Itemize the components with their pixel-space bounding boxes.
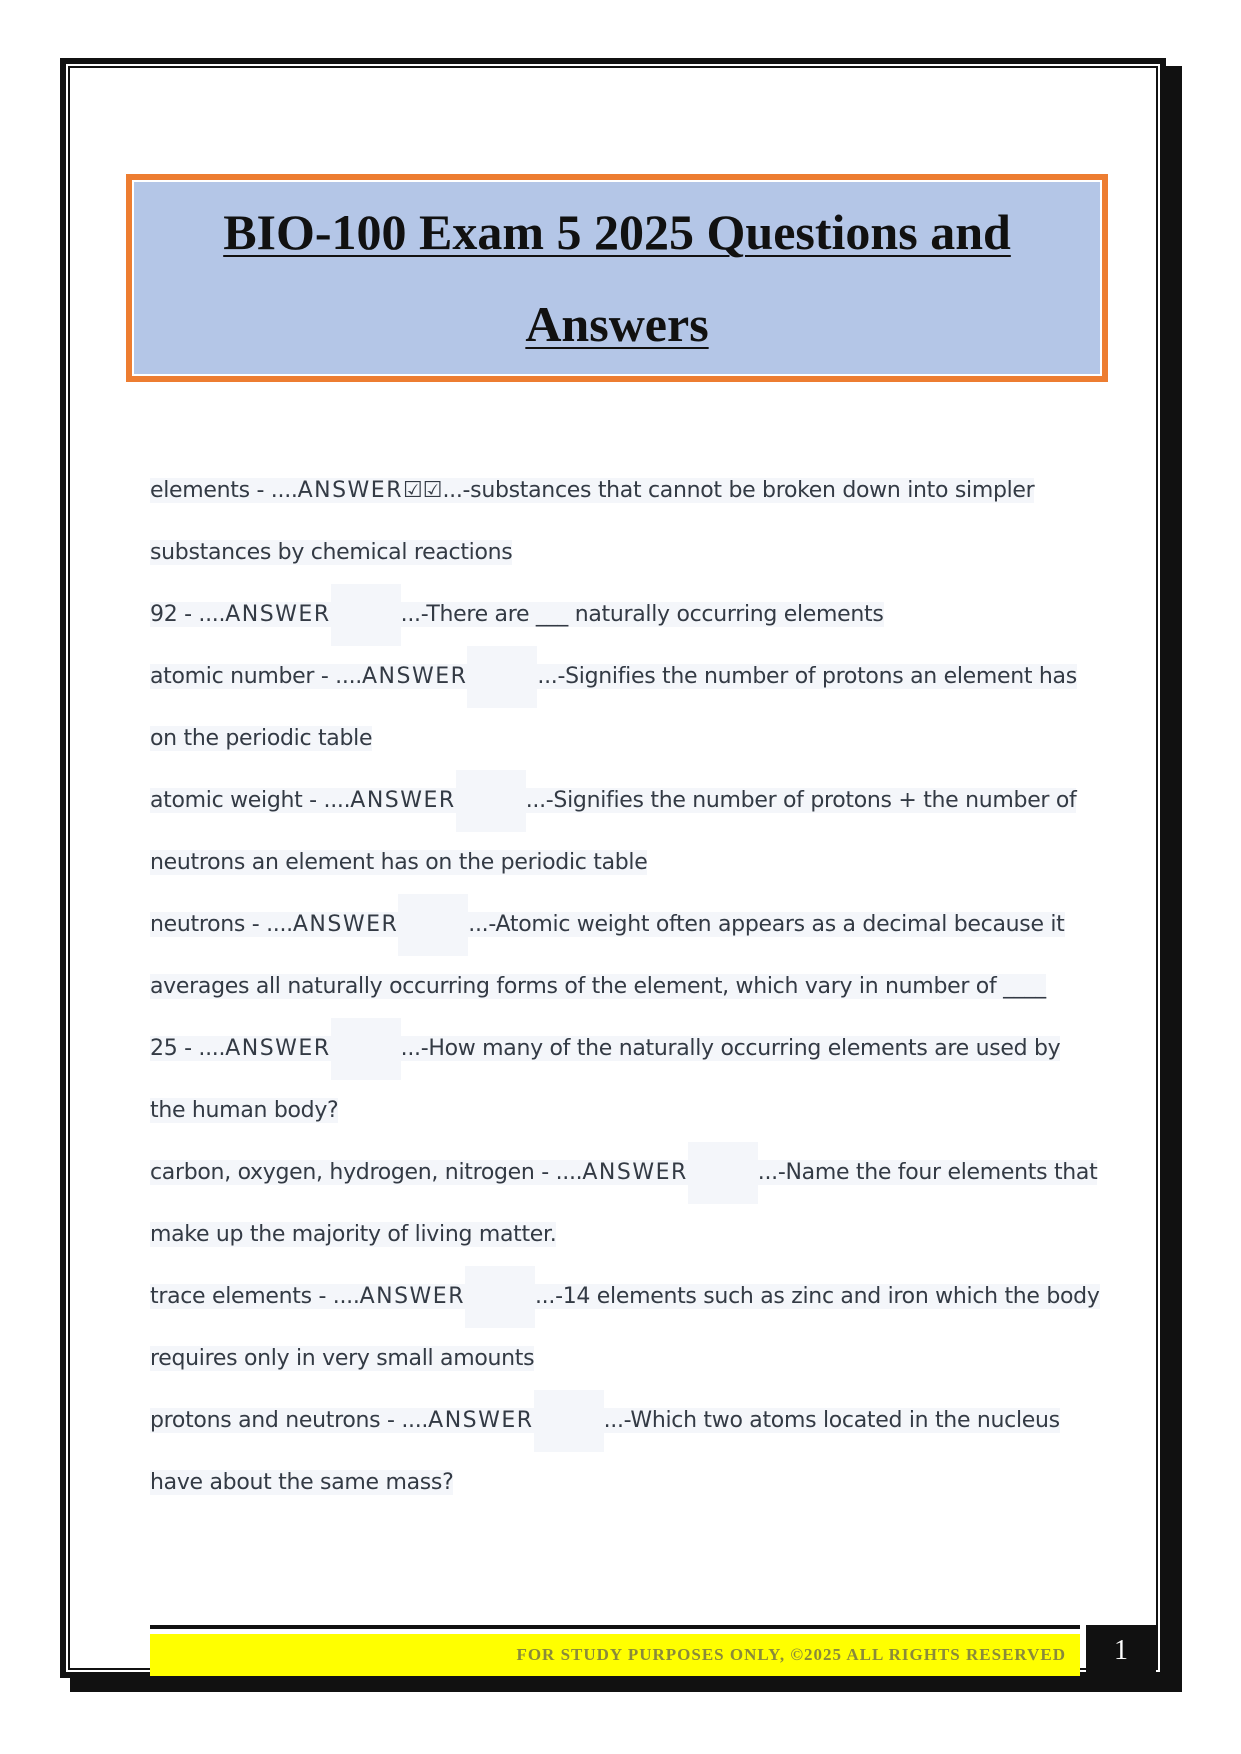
checkbox-marks: ☑☑ [403,478,443,503]
document-title: BIO-100 Exam 5 2025 Questions and Answers [223,204,1011,352]
qa-answer-label: ANSWER [428,1408,534,1433]
qa-item-25 [150,1018,1100,1142]
qa-item-atomic-number [150,646,1100,770]
qa-item-highlight [150,1284,1100,1371]
qa-answer-gap [688,1142,758,1204]
footer-bar [150,1634,1080,1676]
title-box [126,174,1108,382]
qa-term: atomic weight - .... [150,788,351,813]
qa-answer-label: ANSWER [582,1160,688,1185]
qa-item-trace-elements [150,1266,1100,1390]
page-number: 1 [1114,1635,1128,1666]
qa-item-highlight [150,912,1065,999]
qa-item-highlight [150,1408,1060,1495]
qa-item-highlight [150,478,1034,565]
qa-answer-label: ANSWER [292,912,399,937]
qa-definition: ...-Which two atoms located in the nucleus have about the same mass? [150,1408,1060,1495]
qa-list [150,460,1100,1514]
footer-notice: FOR STUDY PURPOSES ONLY, ©2025 ALL RIGHTS RESERVED [516,1645,1066,1664]
qa-term: 92 - .... [150,602,226,627]
qa-answer-gap [331,1018,401,1080]
qa-term: protons and neutrons - .... [150,1408,429,1433]
qa-answer-label: ANSWER [225,1036,331,1061]
qa-item-elements [150,460,1100,584]
title-box-inner [132,180,1102,376]
qa-answer-gap [398,894,468,956]
qa-answer-label: ANSWER [297,478,403,503]
qa-answer-label: ANSWER [361,664,468,689]
qa-definition: ...-14 elements such as zinc and iron which the body requires only in very small amounts [150,1284,1100,1371]
qa-term: elements - .... [150,478,298,503]
page-number-box [1086,1625,1156,1677]
qa-answer-gap [331,584,401,646]
qa-answer-gap [534,1390,604,1452]
qa-answer-gap [467,646,537,708]
qa-item-atomic-weight [150,770,1100,894]
qa-definition: ...-Atomic weight often appears as a decimal because it averages all naturally occurring forms of the element, which vary in number of ____ [150,912,1065,999]
qa-item-92 [150,584,1100,646]
qa-definition: ...-How many of the naturally occurring elements are used by the human body? [150,1036,1061,1123]
footer-rule [150,1625,1080,1629]
qa-term: carbon, oxygen, hydrogen, nitrogen - .... [150,1160,583,1185]
qa-answer-label: ANSWER [225,602,331,627]
qa-definition: ...-Signifies the number of protons + the number of neutrons an element has on the periodic table [150,788,1077,875]
qa-term: atomic number - .... [150,664,362,689]
qa-definition: ...-There are ___ naturally occurring elements [400,602,884,627]
qa-answer-gap [465,1266,535,1328]
qa-item-four-elements [150,1142,1100,1266]
qa-answer-gap [456,770,526,832]
qa-term: 25 - .... [150,1036,226,1061]
qa-definition: ...-substances that cannot be broken down into simpler substances by chemical reactions [150,478,1035,565]
qa-item-protons-neutrons [150,1390,1100,1514]
qa-term: neutrons - .... [150,912,293,937]
qa-term: trace elements - .... [150,1284,360,1309]
qa-answer-label: ANSWER [359,1284,465,1309]
qa-item-highlight [150,664,1077,751]
qa-definition: ...-Name the four elements that make up the majority of living matter. [150,1160,1098,1247]
qa-item-highlight [150,602,884,627]
qa-item-highlight [150,1160,1097,1247]
qa-item-highlight [150,788,1076,875]
qa-item-highlight [150,1036,1060,1123]
qa-item-neutrons [150,894,1100,1018]
qa-answer-label: ANSWER [350,788,456,813]
qa-definition: ...-Signifies the number of protons an element has on the periodic table [150,664,1077,751]
